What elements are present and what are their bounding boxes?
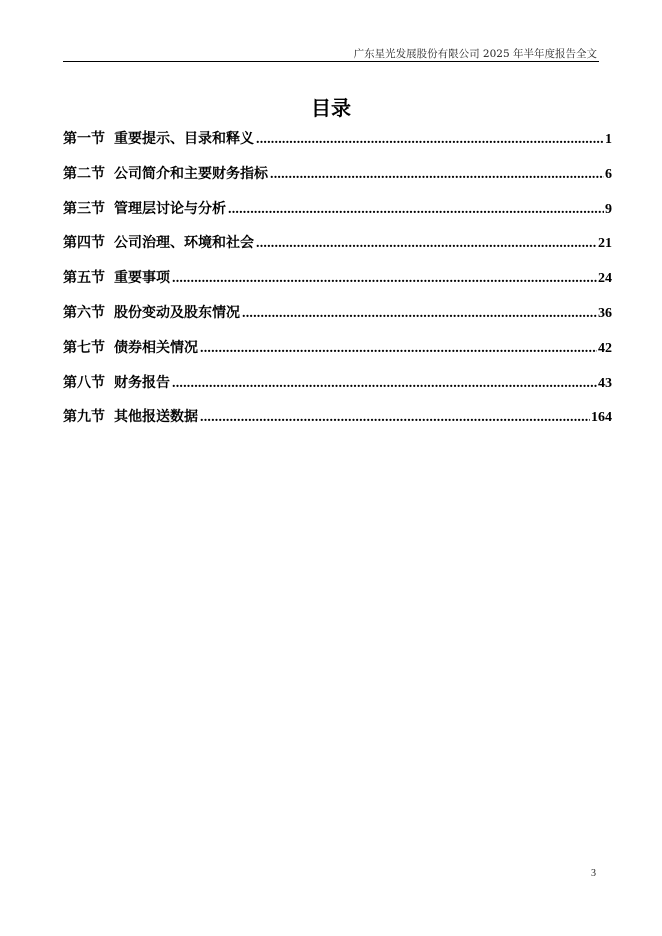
toc-entry[interactable] bbox=[63, 337, 612, 372]
toc-section-number: 第一节 bbox=[63, 131, 105, 147]
toc-section-number: 第三节 bbox=[63, 200, 105, 217]
toc-entry[interactable] bbox=[63, 267, 612, 302]
toc-dot-leader bbox=[256, 236, 597, 252]
toc-title: 目录 bbox=[311, 96, 351, 120]
toc-dot-leader bbox=[200, 410, 590, 426]
toc-entry[interactable] bbox=[63, 302, 612, 337]
toc-section-number: 第九节 bbox=[63, 409, 105, 426]
toc-dot-leader bbox=[270, 167, 604, 183]
toc-section-number: 第四节 bbox=[63, 235, 105, 252]
toc-section-title: 其他报送数据 bbox=[114, 409, 198, 426]
running-header: 广东星光发展股份有限公司 2025 年半年度报告全文 bbox=[353, 48, 597, 60]
toc-page-number: 1 bbox=[605, 132, 612, 147]
toc-section-title: 重要提示、目录和释义 bbox=[114, 131, 254, 147]
toc-entry[interactable] bbox=[63, 232, 612, 267]
toc-section-title: 公司简介和主要财务指标 bbox=[114, 165, 268, 182]
toc-section-title: 管理层讨论与分析 bbox=[114, 200, 226, 217]
toc-dot-leader bbox=[242, 306, 597, 322]
toc-section-title: 债券相关情况 bbox=[114, 339, 198, 356]
toc-section-title: 股份变动及股东情况 bbox=[114, 304, 240, 321]
toc-dot-leader bbox=[256, 132, 604, 148]
toc-page-number: 42 bbox=[598, 340, 612, 356]
toc-entry[interactable] bbox=[63, 372, 612, 407]
toc-page-number: 24 bbox=[598, 271, 612, 287]
toc-section-number: 第七节 bbox=[63, 339, 105, 356]
toc-section-number: 第八节 bbox=[63, 374, 105, 391]
toc-dot-leader bbox=[228, 202, 604, 218]
toc-section-title: 公司治理、环境和社会 bbox=[114, 235, 254, 252]
page-number: 3 bbox=[591, 868, 596, 879]
toc-page-number: 164 bbox=[591, 410, 612, 426]
toc-page-number: 6 bbox=[605, 166, 612, 182]
toc-dot-leader bbox=[172, 271, 597, 287]
toc-entry[interactable] bbox=[63, 128, 612, 163]
toc-page-number: 43 bbox=[598, 375, 612, 391]
toc-page-number: 9 bbox=[605, 201, 612, 217]
toc-entry[interactable] bbox=[63, 406, 612, 441]
toc-dot-leader bbox=[172, 376, 597, 392]
table-of-contents bbox=[63, 128, 612, 441]
toc-entry[interactable] bbox=[63, 198, 612, 233]
header-divider bbox=[63, 61, 599, 62]
toc-section-title: 重要事项 bbox=[114, 270, 170, 287]
toc-page-number: 36 bbox=[598, 305, 612, 321]
toc-entry[interactable] bbox=[63, 163, 612, 198]
toc-page-number: 21 bbox=[598, 236, 612, 252]
toc-section-number: 第六节 bbox=[63, 304, 105, 321]
toc-section-title: 财务报告 bbox=[114, 374, 170, 391]
toc-section-number: 第二节 bbox=[63, 165, 105, 182]
toc-section-number: 第五节 bbox=[63, 270, 105, 287]
toc-dot-leader bbox=[200, 341, 597, 357]
